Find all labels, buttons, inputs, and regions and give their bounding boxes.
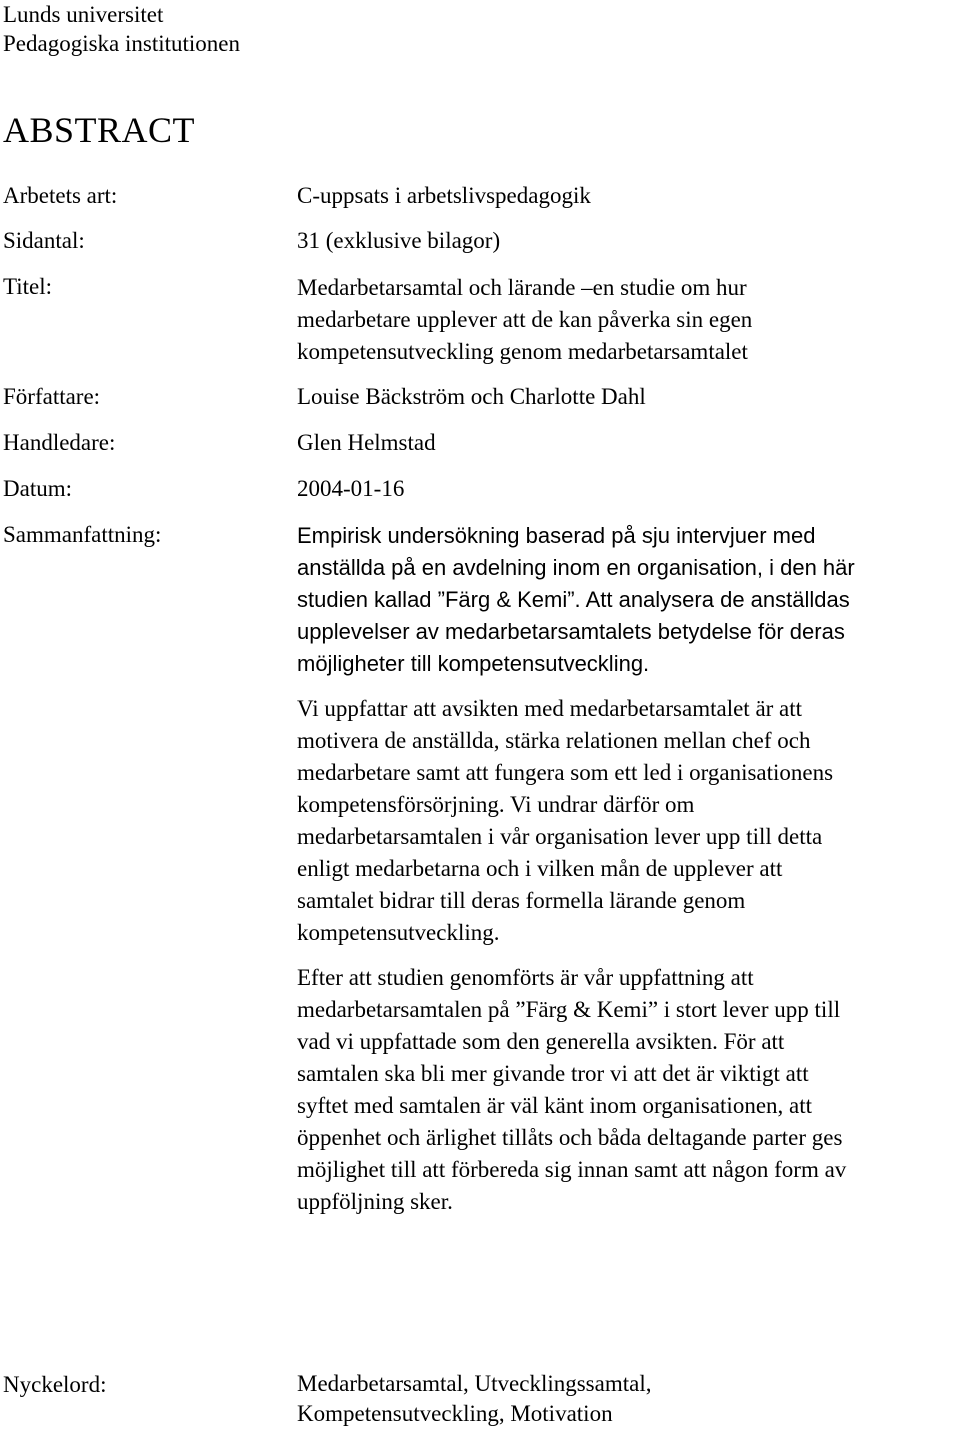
summary-line: medarbetarsamtalen på ”Färg & Kemi” i stort lever upp till — [297, 997, 841, 1022]
summary-paragraph-1 — [297, 520, 959, 680]
summary-line: kompetensförsörjning. Vi undrar därför om — [297, 792, 695, 817]
supervisor-label: Handledare: — [3, 430, 116, 455]
thesis-title-line: medarbetare upplever att de kan påverka sin egen — [297, 307, 753, 332]
keywords-label: Nyckelord: — [3, 1372, 107, 1397]
summary-line: medarbetare samt att fungera som ett led i organisationens — [297, 760, 834, 785]
page-title: ABSTRACT — [3, 110, 196, 150]
summary-line: kompetensutveckling. — [297, 920, 500, 945]
summary-paragraph-2 — [297, 693, 959, 949]
summary-line: möjligheter till kompetensutveckling. — [297, 651, 650, 676]
thesis-title-line: kompetensutveckling genom medarbetarsamtalet — [297, 339, 748, 364]
type-value: C-uppsats i arbetslivspedagogik — [297, 183, 591, 208]
keywords-value — [297, 1369, 959, 1429]
date-value: 2004-01-16 — [297, 476, 405, 501]
summary-line: Vi uppfattar att avsikten med medarbetarsamtalet är att — [297, 696, 803, 721]
title-label: Titel: — [3, 274, 53, 299]
university-name: Lunds universitet — [3, 2, 164, 27]
pages-label: Sidantal: — [3, 228, 85, 253]
summary-line: upplevelser av medarbetarsamtalets betydelse för deras — [297, 619, 845, 644]
keywords-line: Medarbetarsamtal, Utvecklingssamtal, — [297, 1371, 652, 1396]
supervisor-value: Glen Helmstad — [297, 430, 436, 455]
summary-line: öppenhet och ärlighet tillåts och båda deltagande parter ges — [297, 1125, 843, 1150]
summary-line: medarbetarsamtalen i vår organisation lever upp till detta — [297, 824, 823, 849]
summary-line: uppföljning sker. — [297, 1189, 453, 1214]
thesis-title — [297, 272, 959, 368]
pages-value: 31 (exklusive bilagor) — [297, 228, 501, 253]
summary-line: samtalen ska bli mer givande tror vi att det är viktigt att — [297, 1061, 809, 1086]
summary-label: Sammanfattning: — [3, 522, 162, 547]
type-label: Arbetets art: — [3, 183, 118, 208]
summary-line: möjlighet till att förbereda sig innan samt att någon form av — [297, 1157, 847, 1182]
summary-line: enligt medarbetarna och i vilken mån de upplever att — [297, 856, 783, 881]
summary-line: anställda på en avdelning inom en organisation, i den här — [297, 555, 855, 580]
summary-line: Empirisk undersökning baserad på sju intervjuer med — [297, 523, 816, 548]
summary-line: vad vi uppfattade som den generella avsikten. För att — [297, 1029, 785, 1054]
summary-line: syftet med samtalen är väl känt inom organisationen, att — [297, 1093, 813, 1118]
summary-line: Efter att studien genomförts är vår uppfattning att — [297, 965, 754, 990]
summary-line: motivera de anställda, stärka relationen mellan chef och — [297, 728, 811, 753]
keywords-line: Kompetensutveckling, Motivation — [297, 1401, 613, 1426]
authors-label: Författare: — [3, 384, 101, 409]
date-label: Datum: — [3, 476, 72, 501]
thesis-title-line: Medarbetarsamtal och lärande –en studie om hur — [297, 275, 747, 300]
department-name: Pedagogiska institutionen — [3, 31, 241, 56]
summary-line: studien kallad ”Färg & Kemi”. Att analysera de anställdas — [297, 587, 850, 612]
summary-paragraph-3 — [297, 962, 959, 1218]
summary-line: samtalet bidrar till deras formella lärande genom — [297, 888, 746, 913]
authors-value: Louise Bäckström och Charlotte Dahl — [297, 384, 646, 409]
